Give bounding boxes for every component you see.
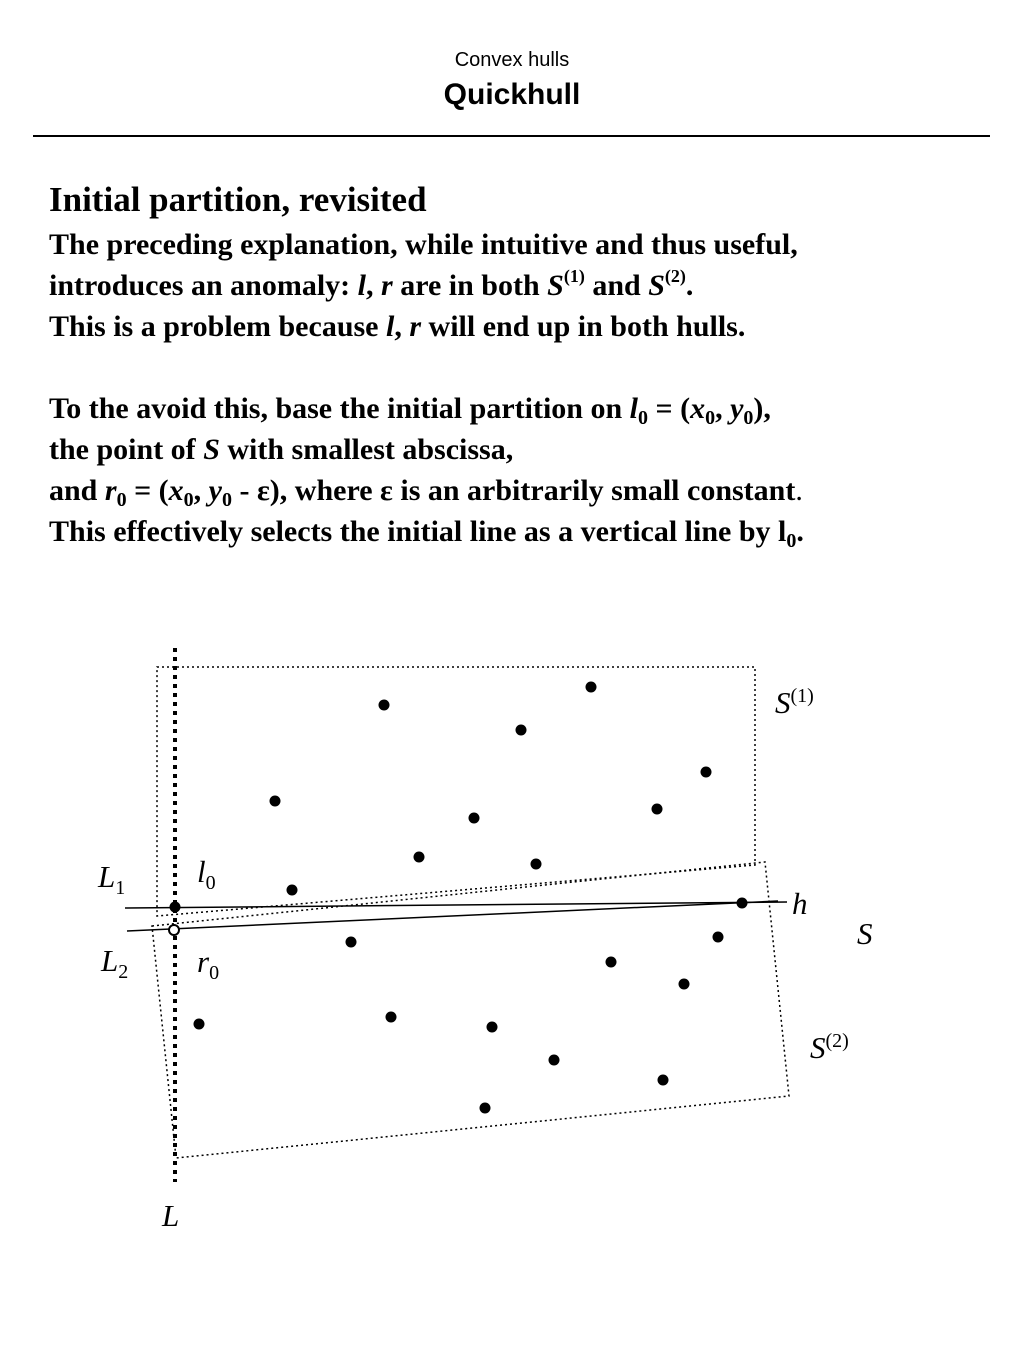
label-l0: $l_0$	[197, 854, 216, 894]
text: This is a problem because	[49, 310, 386, 343]
point	[679, 979, 690, 990]
text: ,	[193, 474, 209, 507]
point	[701, 767, 712, 778]
point	[531, 859, 542, 870]
var-l: l	[357, 269, 366, 302]
subscript: 0	[221, 489, 232, 511]
subscript: 0	[116, 489, 127, 511]
text: and	[49, 474, 105, 507]
point	[346, 937, 357, 948]
point	[549, 1055, 560, 1066]
label-L2: $L_2$	[101, 943, 129, 983]
var-x: x	[168, 474, 184, 507]
var-y: y	[208, 474, 222, 507]
subscript: 0	[183, 489, 194, 511]
paragraph1-line1: The preceding explanation, while intuitive and thus useful,	[49, 228, 798, 261]
point-set	[170, 682, 748, 1114]
text: - ε), where ε is an arbitrarily small constant	[231, 474, 796, 507]
point	[194, 1019, 205, 1030]
text: introduces an anomaly:	[49, 269, 358, 302]
text: This effectively selects the initial line as a vertical line by l	[49, 515, 787, 548]
label-S: S	[857, 916, 873, 951]
label-r0: $r_0$	[197, 944, 220, 984]
point	[270, 796, 281, 807]
label-L1: $L_1$	[98, 859, 126, 899]
text: are in both	[392, 269, 548, 302]
var-l: l	[629, 392, 638, 425]
text: .	[685, 269, 694, 302]
point	[658, 1075, 669, 1086]
var-S: S	[203, 433, 220, 466]
section-heading: Initial partition, revisited	[49, 180, 427, 219]
subscript: 0	[743, 407, 754, 429]
point	[469, 813, 480, 824]
text: ,	[394, 310, 410, 343]
point-h	[737, 898, 748, 909]
point	[606, 957, 617, 968]
s1-region-box	[157, 667, 755, 916]
var-l: l	[386, 310, 395, 343]
label-S2: $S^{(2)}$	[810, 1030, 849, 1065]
label-L: L	[162, 1198, 180, 1233]
text: ,	[366, 269, 381, 302]
subscript: 0	[638, 407, 648, 429]
text: with smallest abscissa,	[219, 433, 514, 466]
var-S: S	[648, 269, 665, 302]
text: = (	[126, 474, 169, 507]
var-r: r	[104, 474, 117, 507]
superscript: (1)	[563, 266, 585, 286]
point	[414, 852, 425, 863]
point-r0	[169, 925, 179, 935]
text: the point of	[49, 433, 204, 466]
text: will end up in both hulls.	[421, 310, 746, 343]
point	[652, 804, 663, 815]
text: .	[795, 474, 803, 507]
point	[487, 1022, 498, 1033]
point	[713, 932, 724, 943]
text: To the avoid this, base the initial partition on	[49, 392, 630, 425]
point	[379, 700, 390, 711]
label-h: h	[792, 886, 808, 921]
point-l0	[170, 902, 181, 913]
point	[386, 1012, 397, 1023]
text: .	[796, 515, 804, 548]
text: and	[584, 269, 649, 302]
label-S1: $S^{(1)}$	[775, 685, 814, 720]
subscript: 0	[786, 530, 797, 552]
text: = (	[648, 392, 691, 425]
point	[480, 1103, 491, 1114]
subscript: 0	[705, 407, 716, 429]
superscript: (2)	[664, 266, 686, 286]
var-r: r	[381, 269, 393, 302]
text: ,	[715, 392, 731, 425]
header-title: Quickhull	[443, 78, 581, 111]
point	[586, 682, 597, 693]
var-r: r	[409, 310, 422, 343]
text: ),	[753, 392, 771, 425]
var-y: y	[730, 392, 744, 425]
var-x: x	[690, 392, 706, 425]
point	[516, 725, 527, 736]
header-subtitle: Convex hulls	[454, 49, 570, 71]
var-S: S	[547, 269, 564, 302]
point	[287, 885, 298, 896]
